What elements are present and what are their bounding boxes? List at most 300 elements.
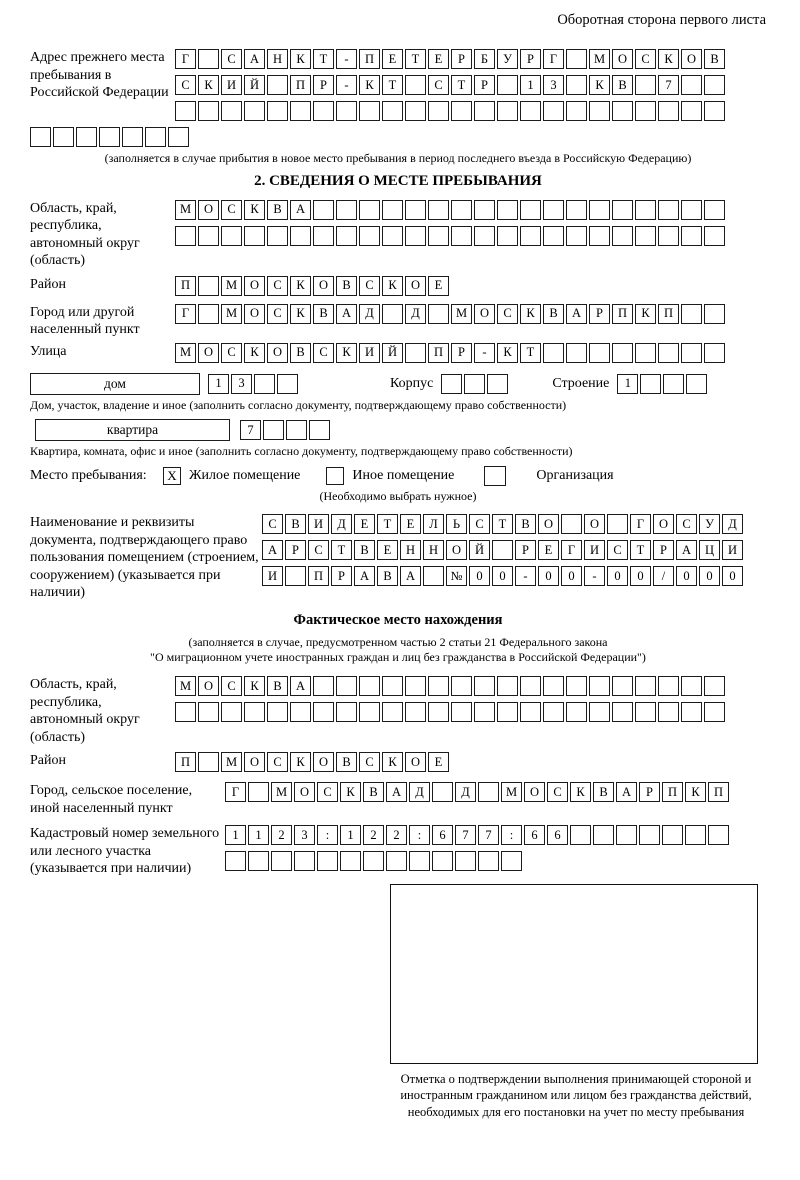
char-cell xyxy=(658,702,679,722)
char-cell: Д xyxy=(409,782,430,802)
char-cell: М xyxy=(175,676,196,696)
char-cell xyxy=(497,676,518,696)
char-cell xyxy=(428,101,449,121)
char-cell xyxy=(285,566,306,586)
char-cell: С xyxy=(676,514,697,534)
char-cell: В xyxy=(290,343,311,363)
char-cell xyxy=(455,851,476,871)
char-cell xyxy=(566,702,587,722)
char-cell xyxy=(248,782,269,802)
char-cell: А xyxy=(336,304,357,324)
char-cell xyxy=(267,226,288,246)
char-cell: О xyxy=(198,676,219,696)
char-cell xyxy=(658,226,679,246)
char-cell: К xyxy=(497,343,518,363)
char-cell: С xyxy=(497,304,518,324)
char-cell xyxy=(428,304,449,324)
char-cell xyxy=(244,101,265,121)
char-cell xyxy=(244,702,265,722)
char-cell xyxy=(497,226,518,246)
cadastral-label: Кадастровый номер земельного или лесного участка (указывается при наличии) xyxy=(30,826,220,877)
char-cell xyxy=(497,200,518,220)
char-cell: В xyxy=(377,566,398,586)
char-cell: О xyxy=(653,514,674,534)
char-cell: О xyxy=(294,782,315,802)
char-cell: К xyxy=(520,304,541,324)
char-cell: Г xyxy=(225,782,246,802)
actual-location-note-2: "О миграционном учете иностранных граждан и лиц без гражданства в Российской Федерации") xyxy=(150,650,646,665)
actual-district-label: Район xyxy=(30,753,66,769)
char-cell xyxy=(122,127,143,147)
char-cell xyxy=(704,75,725,95)
char-cell xyxy=(359,676,380,696)
char-cell: П xyxy=(708,782,729,802)
char-cell: О xyxy=(446,540,467,560)
char-cell xyxy=(198,752,219,772)
char-cell: К xyxy=(658,49,679,69)
char-cell: Р xyxy=(474,75,495,95)
char-cell xyxy=(198,304,219,324)
char-cell xyxy=(681,226,702,246)
region-block xyxy=(30,200,766,270)
char-cell: М xyxy=(589,49,610,69)
char-cell xyxy=(612,226,633,246)
char-cell xyxy=(662,825,683,845)
char-cell: К xyxy=(336,343,357,363)
char-cell xyxy=(225,851,246,871)
char-cell xyxy=(704,101,725,121)
cadastral-block xyxy=(30,825,766,878)
char-cell: Г xyxy=(630,514,651,534)
char-cell: Г xyxy=(175,304,196,324)
char-cell xyxy=(382,676,403,696)
char-cell: П xyxy=(662,782,683,802)
char-cell xyxy=(589,702,610,722)
char-cell: Д xyxy=(359,304,380,324)
char-cell xyxy=(405,676,426,696)
char-cell xyxy=(277,374,298,394)
char-cell: 0 xyxy=(492,566,513,586)
char-cell: О xyxy=(524,782,545,802)
char-cell: К xyxy=(290,276,311,296)
char-cell: К xyxy=(382,752,403,772)
region-label: Область, край, республика, автономный округ (область) xyxy=(30,200,140,269)
char-cell xyxy=(589,101,610,121)
char-cell: Й xyxy=(244,75,265,95)
char-cell xyxy=(474,226,495,246)
stamp-note: Отметка о подтверждении выполнения принимающей стороной и иностранным гражданином или лицом без гражданства действий, необходимых для его постановки на учет по месту пребывания xyxy=(400,1071,752,1119)
checkbox-residential[interactable]: X xyxy=(163,467,181,485)
char-cell: : xyxy=(317,825,338,845)
char-cell: П xyxy=(175,752,196,772)
char-cell: Т xyxy=(331,540,352,560)
char-cell xyxy=(681,304,702,324)
char-cell xyxy=(497,101,518,121)
char-cell xyxy=(382,304,403,324)
char-cell xyxy=(286,420,307,440)
char-cell: М xyxy=(221,304,242,324)
char-cell xyxy=(686,374,707,394)
char-cell xyxy=(497,75,518,95)
actual-region-row-1 xyxy=(175,676,725,696)
char-cell: К xyxy=(244,200,265,220)
char-cell: В xyxy=(704,49,725,69)
char-cell xyxy=(612,676,633,696)
char-cell xyxy=(221,101,242,121)
char-cell: Р xyxy=(313,75,334,95)
char-cell xyxy=(543,226,564,246)
char-cell xyxy=(635,200,656,220)
char-cell xyxy=(336,200,357,220)
char-cell xyxy=(566,75,587,95)
char-cell xyxy=(681,101,702,121)
char-cell: П xyxy=(658,304,679,324)
char-cell xyxy=(428,702,449,722)
char-cell: М xyxy=(451,304,472,324)
char-cell xyxy=(248,851,269,871)
char-cell: О xyxy=(267,343,288,363)
char-cell xyxy=(635,75,656,95)
char-cell xyxy=(263,420,284,440)
char-cell: Т xyxy=(382,75,403,95)
apartment-note: Квартира, комната, офис и иное (заполнить согласно документу, подтверждающему право собственности) xyxy=(30,444,573,459)
char-cell: И xyxy=(221,75,242,95)
house-label-box: дом xyxy=(30,373,200,395)
char-cell: О xyxy=(538,514,559,534)
char-cell xyxy=(640,374,661,394)
char-cell xyxy=(474,702,495,722)
char-cell: К xyxy=(359,75,380,95)
char-cell xyxy=(704,676,725,696)
stamp-box xyxy=(390,884,758,1064)
char-cell: О xyxy=(244,304,265,324)
char-cell: О xyxy=(612,49,633,69)
char-cell: 0 xyxy=(722,566,743,586)
char-cell xyxy=(543,343,564,363)
cadastral-rows xyxy=(225,825,729,871)
char-cell xyxy=(198,226,219,246)
char-cell: Й xyxy=(469,540,490,560)
char-cell: К xyxy=(244,676,265,696)
char-cell xyxy=(340,851,361,871)
char-cell: Т xyxy=(492,514,513,534)
char-cell: - xyxy=(336,75,357,95)
char-cell: К xyxy=(198,75,219,95)
district-row xyxy=(175,276,449,296)
char-cell: 2 xyxy=(386,825,407,845)
char-cell: Е xyxy=(538,540,559,560)
document-row-3 xyxy=(262,566,743,586)
char-cell: К xyxy=(635,304,656,324)
char-cell xyxy=(198,49,219,69)
actual-city-label: Город, сельское поселение, иной населенный пункт xyxy=(30,783,193,816)
char-cell: О xyxy=(244,752,265,772)
street-label: Улица xyxy=(30,343,67,359)
document-rows xyxy=(262,514,743,586)
char-cell xyxy=(474,101,495,121)
char-cell: Р xyxy=(285,540,306,560)
char-cell: П xyxy=(428,343,449,363)
char-cell xyxy=(336,226,357,246)
char-cell: В xyxy=(363,782,384,802)
char-cell xyxy=(359,101,380,121)
char-cell xyxy=(612,101,633,121)
char-cell xyxy=(313,226,334,246)
char-cell: М xyxy=(501,782,522,802)
char-cell: М xyxy=(271,782,292,802)
char-cell: - xyxy=(474,343,495,363)
char-cell xyxy=(520,226,541,246)
char-cell: В xyxy=(267,676,288,696)
district-label: Район xyxy=(30,276,66,292)
char-cell: 3 xyxy=(543,75,564,95)
stay-type-note: (Необходимо выбрать нужное) xyxy=(319,488,477,503)
house-note: Дом, участок, владение и иное (заполнить согласно документу, подтверждающему право собственности) xyxy=(30,397,567,412)
document-row-2 xyxy=(262,540,743,560)
char-cell: 6 xyxy=(524,825,545,845)
char-cell xyxy=(336,676,357,696)
char-cell: Ц xyxy=(699,540,720,560)
char-cell xyxy=(704,343,725,363)
char-cell xyxy=(635,702,656,722)
char-cell xyxy=(501,851,522,871)
char-cell: Н xyxy=(267,49,288,69)
char-cell: А xyxy=(676,540,697,560)
char-cell xyxy=(221,226,242,246)
char-cell: : xyxy=(501,825,522,845)
char-cell xyxy=(336,702,357,722)
char-cell: Г xyxy=(543,49,564,69)
char-cell: М xyxy=(221,276,242,296)
char-cell xyxy=(566,101,587,121)
char-cell xyxy=(520,702,541,722)
char-cell: 0 xyxy=(561,566,582,586)
char-cell: С xyxy=(359,752,380,772)
char-cell xyxy=(616,825,637,845)
char-cell: 3 xyxy=(294,825,315,845)
char-cell xyxy=(313,101,334,121)
char-cell xyxy=(543,101,564,121)
apartment-row xyxy=(30,419,766,441)
char-cell: К xyxy=(290,304,311,324)
char-cell xyxy=(681,75,702,95)
char-cell: К xyxy=(290,49,311,69)
char-cell xyxy=(198,276,219,296)
char-cell: 7 xyxy=(455,825,476,845)
char-cell: Р xyxy=(520,49,541,69)
char-cell xyxy=(428,676,449,696)
char-cell: В xyxy=(515,514,536,534)
char-cell xyxy=(685,825,706,845)
char-cell: С xyxy=(607,540,628,560)
char-cell: - xyxy=(515,566,536,586)
char-cell: О xyxy=(198,200,219,220)
char-cell: М xyxy=(175,343,196,363)
char-cell: И xyxy=(722,540,743,560)
char-cell: Р xyxy=(653,540,674,560)
street-block xyxy=(30,343,766,363)
char-cell: : xyxy=(409,825,430,845)
char-cell xyxy=(589,343,610,363)
char-cell: У xyxy=(699,514,720,534)
char-cell: Д xyxy=(455,782,476,802)
char-cell: В xyxy=(336,752,357,772)
prev-address-row-4 xyxy=(30,127,766,147)
city-row xyxy=(175,304,725,324)
city-label: Город или другой населенный пункт xyxy=(30,304,140,338)
actual-region-row-2 xyxy=(175,702,725,722)
char-cell: А xyxy=(354,566,375,586)
char-cell xyxy=(474,676,495,696)
char-cell: С xyxy=(469,514,490,534)
actual-district-row xyxy=(175,752,449,772)
stroenie-label: Строение xyxy=(552,375,610,391)
char-cell: Д xyxy=(722,514,743,534)
char-cell: 0 xyxy=(469,566,490,586)
char-cell xyxy=(520,676,541,696)
char-cell xyxy=(76,127,97,147)
char-cell: В xyxy=(285,514,306,534)
char-cell xyxy=(635,226,656,246)
char-cell xyxy=(428,200,449,220)
char-cell: Й xyxy=(382,343,403,363)
char-cell: П xyxy=(359,49,380,69)
char-cell: 7 xyxy=(240,420,261,440)
char-cell: С xyxy=(547,782,568,802)
char-cell xyxy=(589,200,610,220)
char-cell: С xyxy=(635,49,656,69)
char-cell: Г xyxy=(561,540,582,560)
korpus-cells xyxy=(441,374,508,394)
char-cell: А xyxy=(290,200,311,220)
actual-city-row xyxy=(225,782,729,802)
char-cell: В xyxy=(593,782,614,802)
char-cell: Г xyxy=(175,49,196,69)
char-cell xyxy=(363,851,384,871)
char-cell: 7 xyxy=(478,825,499,845)
char-cell xyxy=(451,101,472,121)
char-cell xyxy=(589,676,610,696)
cadastral-row-1 xyxy=(225,825,729,845)
char-cell xyxy=(566,676,587,696)
char-cell: П xyxy=(308,566,329,586)
apartment-label-box: квартира xyxy=(35,419,230,441)
char-cell: И xyxy=(262,566,283,586)
char-cell: Е xyxy=(377,540,398,560)
char-cell: 7 xyxy=(658,75,679,95)
char-cell xyxy=(53,127,74,147)
char-cell xyxy=(405,343,426,363)
char-cell xyxy=(570,825,591,845)
char-cell: Н xyxy=(423,540,444,560)
char-cell xyxy=(593,825,614,845)
document-label: Наименование и реквизиты документа, подтверждающего право пользования помещением (строением, сооружением) (указывается при наличии) xyxy=(30,515,259,601)
char-cell: 1 xyxy=(617,374,638,394)
char-cell xyxy=(451,702,472,722)
char-cell xyxy=(336,101,357,121)
char-cell: 2 xyxy=(363,825,384,845)
char-cell xyxy=(267,101,288,121)
char-cell xyxy=(221,702,242,722)
actual-region-block xyxy=(30,676,766,746)
char-cell: И xyxy=(359,343,380,363)
char-cell: 0 xyxy=(630,566,651,586)
checkbox-organization[interactable] xyxy=(484,466,506,486)
char-cell xyxy=(423,566,444,586)
char-cell xyxy=(441,374,462,394)
char-cell: Т xyxy=(313,49,334,69)
char-cell xyxy=(520,200,541,220)
char-cell: С xyxy=(262,514,283,534)
house-row xyxy=(30,373,766,395)
char-cell xyxy=(635,101,656,121)
actual-location-title: Фактическое место нахождения xyxy=(293,611,503,628)
char-cell xyxy=(267,702,288,722)
char-cell xyxy=(99,127,120,147)
char-cell: 1 xyxy=(208,374,229,394)
char-cell xyxy=(175,226,196,246)
char-cell xyxy=(566,49,587,69)
section2-title: 2. СВЕДЕНИЯ О МЕСТЕ ПРЕБЫВАНИЯ xyxy=(254,172,542,189)
char-cell xyxy=(612,343,633,363)
char-cell: С xyxy=(221,49,242,69)
char-cell xyxy=(520,101,541,121)
char-cell xyxy=(244,226,265,246)
prev-address-row-3 xyxy=(175,101,725,121)
char-cell xyxy=(566,200,587,220)
char-cell xyxy=(681,702,702,722)
char-cell: Р xyxy=(451,343,472,363)
stay-type-row xyxy=(30,466,766,486)
stroenie-cells xyxy=(617,374,707,394)
char-cell: С xyxy=(308,540,329,560)
char-cell: 0 xyxy=(607,566,628,586)
char-cell: О xyxy=(244,276,265,296)
char-cell: Е xyxy=(428,752,449,772)
char-cell xyxy=(405,702,426,722)
char-cell: П xyxy=(290,75,311,95)
char-cell: Т xyxy=(377,514,398,534)
char-cell xyxy=(451,200,472,220)
char-cell xyxy=(708,825,729,845)
char-cell: Л xyxy=(423,514,444,534)
char-cell: С xyxy=(221,676,242,696)
char-cell: 6 xyxy=(432,825,453,845)
char-cell xyxy=(30,127,51,147)
char-cell: О xyxy=(313,752,334,772)
char-cell xyxy=(681,343,702,363)
char-cell: С xyxy=(221,200,242,220)
option-residential-label: Жилое помещение xyxy=(189,467,301,483)
char-cell xyxy=(658,676,679,696)
option-other-premises-label: Иное помещение xyxy=(352,467,455,483)
char-cell: В xyxy=(313,304,334,324)
char-cell xyxy=(313,702,334,722)
char-cell xyxy=(543,702,564,722)
char-cell xyxy=(382,702,403,722)
checkbox-other-premises[interactable] xyxy=(326,467,344,485)
document-block xyxy=(30,514,766,602)
char-cell xyxy=(428,226,449,246)
city-block xyxy=(30,304,766,339)
char-cell: С xyxy=(221,343,242,363)
prev-address-rows xyxy=(175,49,725,121)
char-cell: И xyxy=(584,540,605,560)
char-cell: - xyxy=(336,49,357,69)
char-cell: О xyxy=(474,304,495,324)
region-rows xyxy=(175,200,725,246)
char-cell: 1 xyxy=(340,825,361,845)
